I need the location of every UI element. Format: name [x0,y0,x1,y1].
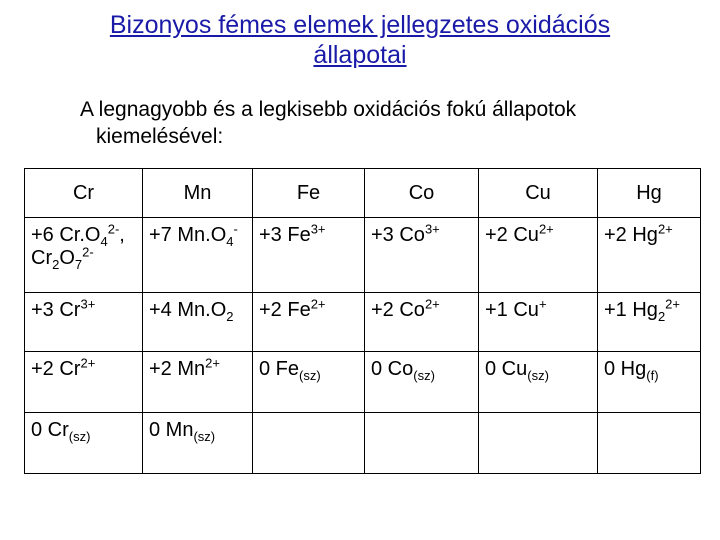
subtitle-line-1: A legnagyobb és a legkisebb oxidációs fokú állapotok [80,98,577,121]
cell-empty [479,413,598,474]
page-title [0,10,720,70]
cell-fe-zero: 0 $Fe_{(sz)}$ [253,352,365,413]
cell-hg-zero: 0 $Hg_{(f)}$ [598,352,701,413]
cell-co-plus3: +3 $Co^{3+}$ [365,218,479,293]
header-fe: Fe [253,169,365,218]
cell-mn-zero: 0 $Mn_{(sz)}$ [143,413,253,474]
oxidation-states-table [24,168,701,474]
table-row [25,218,701,293]
header-co: Co [365,169,479,218]
table-row [25,293,701,352]
header-hg: Hg [598,169,701,218]
cell-empty [598,413,701,474]
cell-hg-plus1: +1 $Hg_2^{2+}$ [598,293,701,352]
title-line-1: Bizonyos fémes elemek jellegzetes oxidációs [109,11,611,39]
cell-cr-plus3: +3 $Cr^{3+}$ [25,293,143,352]
cell-cr-plus6: +6 $Cr.O_4^{2-}$, $Cr_2O_7^{2-}$ [25,218,143,293]
subtitle-line-2: kiemelésével: [96,125,224,148]
cell-cu-plus2: +2 $Cu^{2+}$ [479,218,598,293]
header-cu: Cu [479,169,598,218]
cell-mn-plus2: +2 $Mn^{2+}$ [143,352,253,413]
header-mn: Mn [143,169,253,218]
title-line-2: állapotai [313,41,407,69]
cell-co-zero: 0 $Co_{(sz)}$ [365,352,479,413]
cell-empty [365,413,479,474]
cell-mn-plus7: +7 $Mn.O_4^-$ [143,218,253,293]
cell-cr-plus2: +2 $Cr^{2+}$ [25,352,143,413]
cell-co-plus2: +2 $Co^{2+}$ [365,293,479,352]
cell-fe-plus3: +3 $Fe^{3+}$ [253,218,365,293]
cell-mn-plus4: +4 $Mn.O_2$ [143,293,253,352]
header-row [25,169,701,218]
cell-hg-plus2: +2 $Hg^{2+}$ [598,218,701,293]
cell-empty [253,413,365,474]
header-cr: Cr [25,169,143,218]
table-row [25,413,701,474]
table-row [25,352,701,413]
cell-fe-plus2: +2 $Fe^{2+}$ [253,293,365,352]
cell-cu-zero: 0 $Cu_{(sz)}$ [479,352,598,413]
cell-cr-zero: 0 $Cr_{(sz)}$ [25,413,143,474]
subtitle [80,96,680,150]
cell-cu-plus1: +1 Cu+ [479,293,598,352]
